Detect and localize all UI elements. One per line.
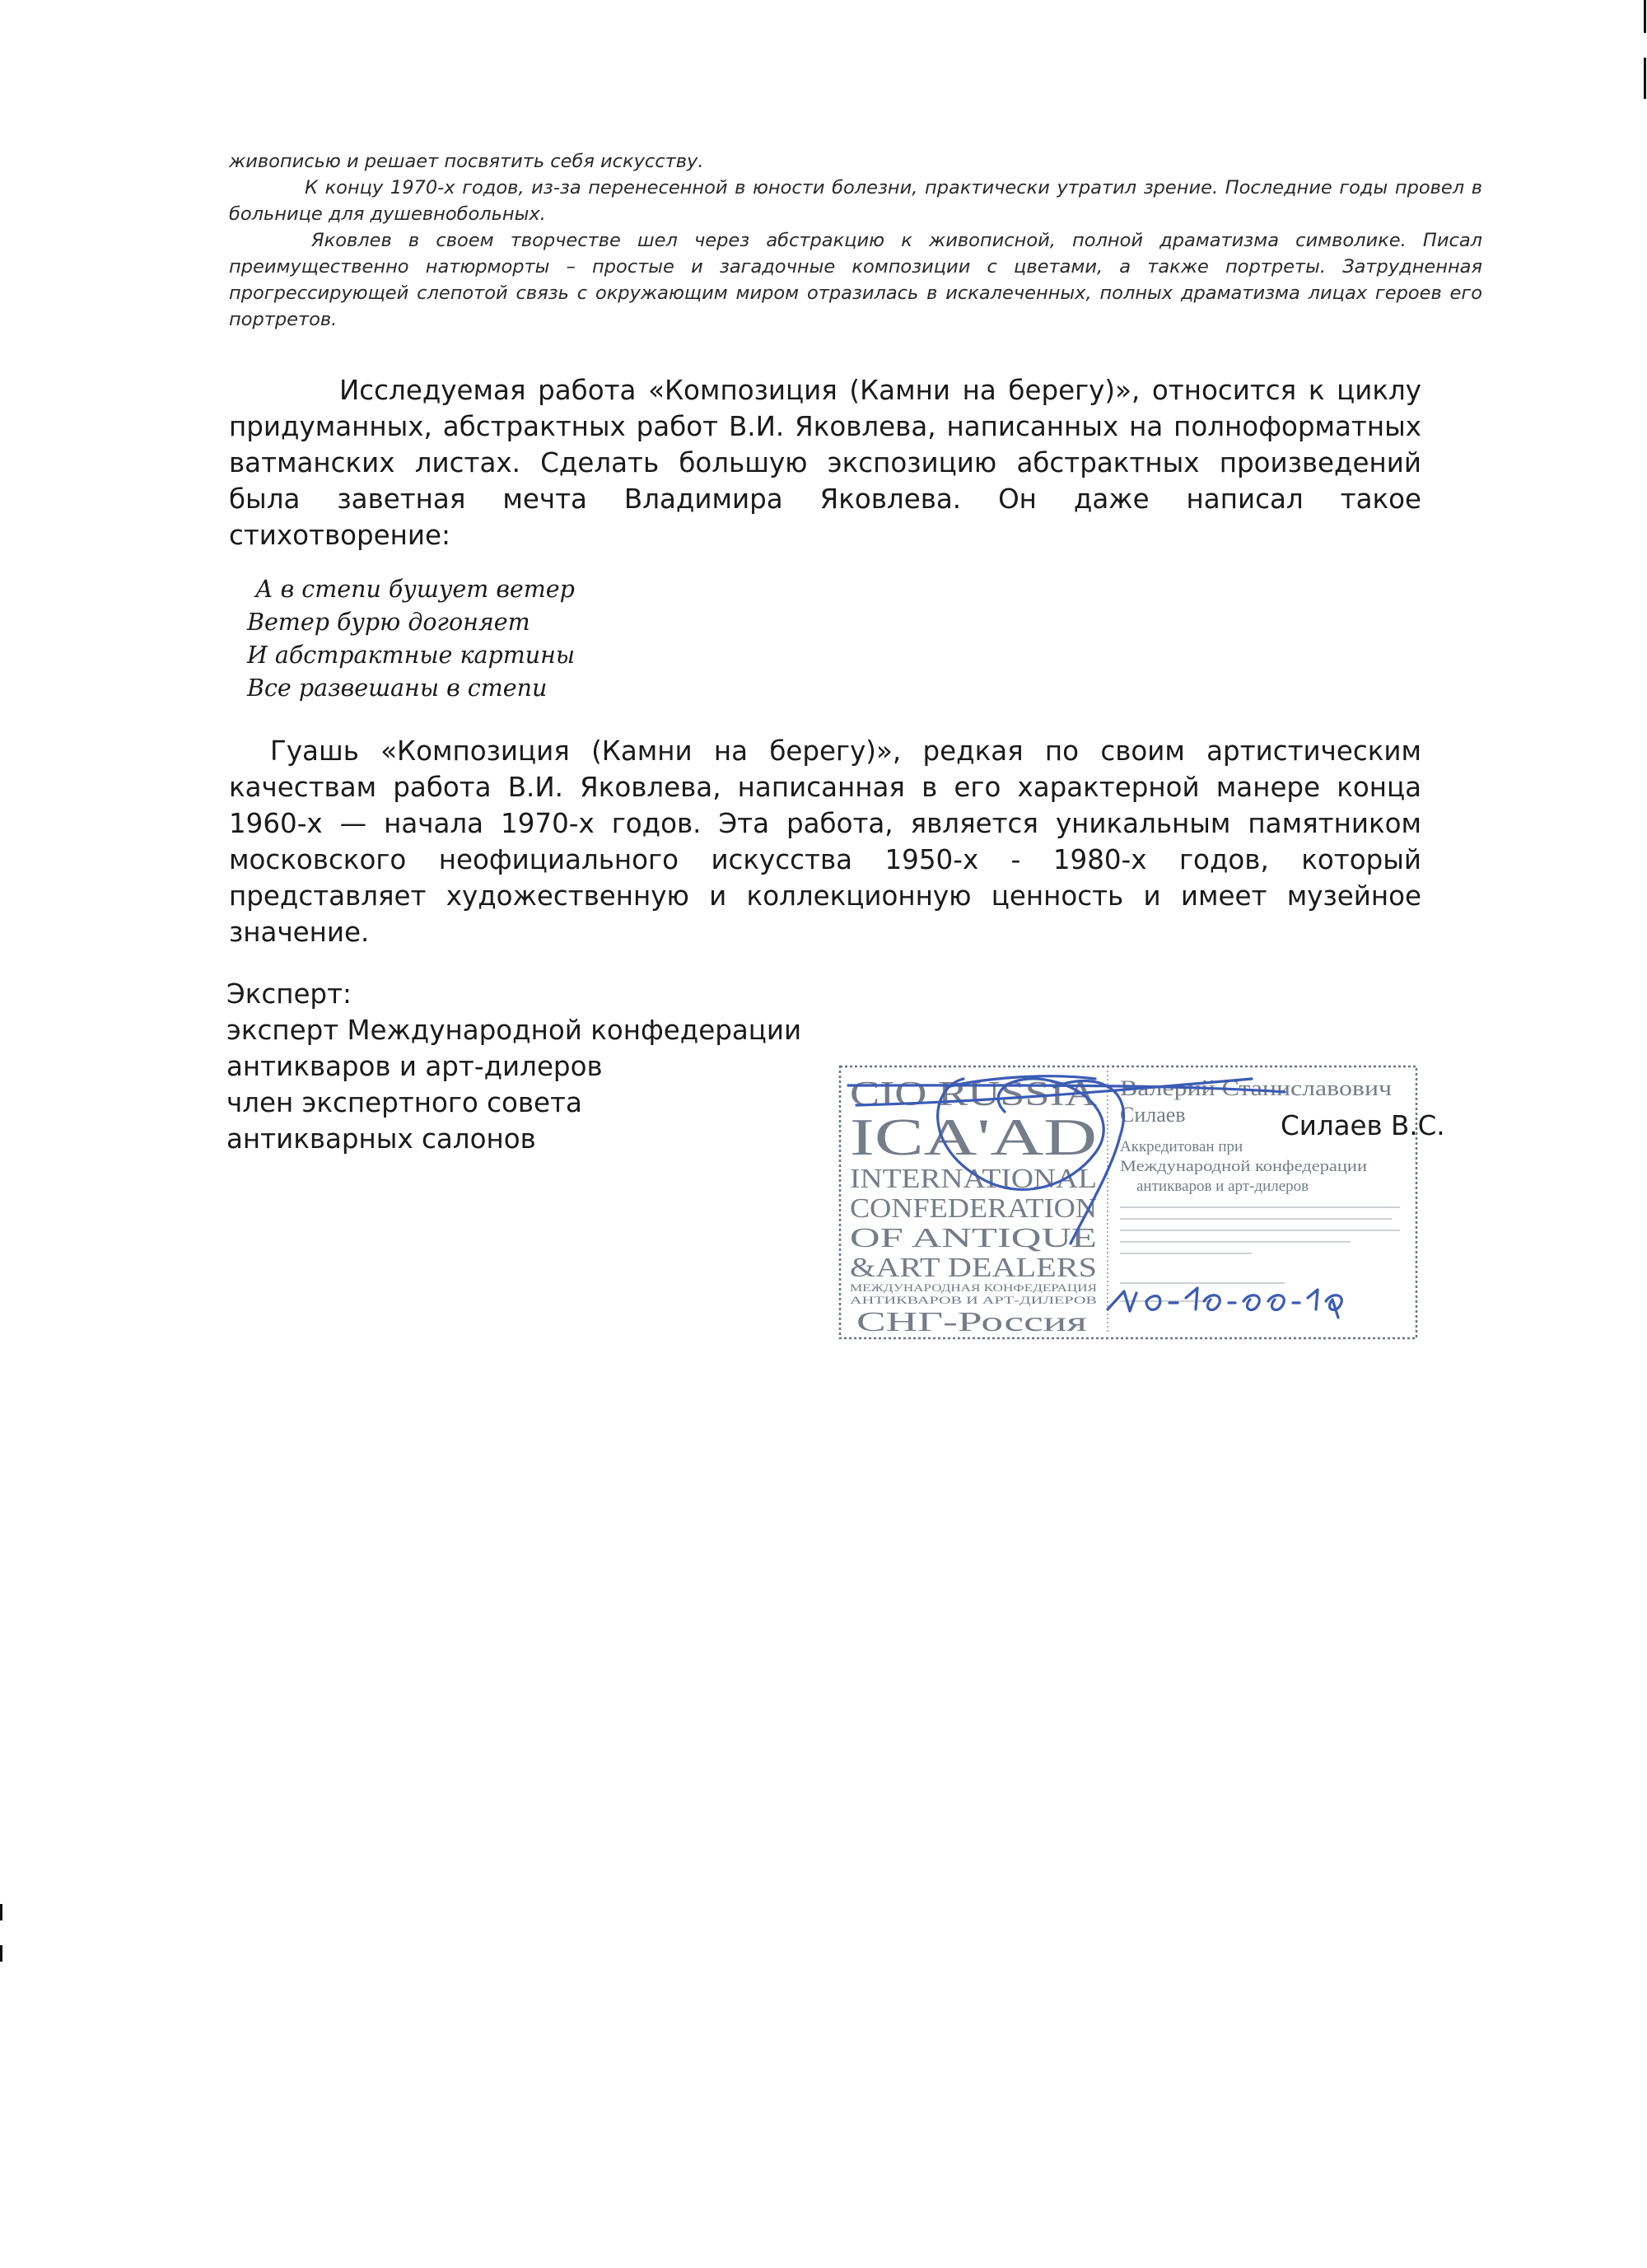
stamp-right-line: антикваров и арт-дилеров [1136,1178,1309,1195]
expert-stamp [824,1054,1433,1351]
poem-line: Все развешаны в степи [247,674,548,702]
study-paragraph [229,372,1421,553]
stamp-left-line: &ART DEALERS [850,1253,1097,1283]
scan-mark-top-right-2 [1644,58,1646,99]
expert-heading: Эксперт: [226,978,352,1010]
biography-section [229,148,1482,333]
expert-block [226,976,801,1157]
expert-role: эксперт Международной конфедерации [226,1015,802,1046]
biography-illness-paragraph: К концу 1970-х годов, из-за перенесенной в юности болезни, практически утратил зрение. Последние годы провел в больнице для душевнобольных. [229,177,1482,225]
expert-role: антикварных салонов [226,1123,536,1155]
stamp-left-line: OF ANTIQUE [850,1223,1097,1253]
poem-line: А в степи бушует ветер [255,576,575,603]
poem [247,573,575,705]
stamp-left-line: CONFEDERATION [850,1193,1097,1224]
study-paragraph-text: Исследуемая работа «Композиция (Камни на берегу)», относится к циклу придуманных, абстрактных работ В.И. Яковлева, написанных на полноформатных ватманских листах. Сделать большую экспозицию абстрактных произведений была заветная мечта Владимира Яковлева. Он даже написал такое стихотворение: [229,375,1421,551]
biography-style-paragraph: Яковлев в своем творчестве шел через абстракцию к живописной, полной драматизма символике. Писал преимущественно натюрморты – простые и загадочные композиции с цветами, а также портреты. Затрудненная прогрессирующей слепотой связь с окружающим миром отразилась в искалеченных, полных драматизма лицах героев его портретов. [229,230,1482,330]
stamp-right-line: Силаев [1120,1103,1186,1127]
expert-name: Силаев В.С. [1281,1110,1445,1141]
stamp-left-line: СНГ-Россия [856,1307,1088,1337]
stamp-left-line: CIO RUSSIA [850,1076,1098,1113]
scan-mark-top-right [1644,0,1646,33]
conclusion-paragraph-text: Гуашь «Композиция (Камни на берегу)», редкая по своим артистическим качествам работа В.И. Яковлева, написанная в его характерной манере конца 1960-х — начала 1970-х годов. Эта работа, является уникальным памятником московского неофициального искусства 1950-х - 1980-х годов, который представляет художественную и коллекционную ценность и имеет музейное значение. [229,735,1421,948]
poem-line: Ветер бурю догоняет [247,609,530,636]
stamp-left-line: INTERNATIONAL [850,1164,1097,1194]
stamp-left-line: ICA'AD [850,1108,1097,1166]
scan-mark-left-1 [0,1904,2,1920]
stamp-left-line: АНТИКВАРОВ И АРТ-ДИЛЕРОВ [850,1294,1098,1306]
stamp-small-print [1120,1207,1400,1301]
stamp-left-line: МЕЖДУНАРОДНАЯ КОНФЕДЕРАЦИЯ [850,1281,1098,1294]
stamp-right-line: Валерий Станиславович [1120,1076,1392,1100]
stamp-right-line: Международной конфедерации [1120,1158,1367,1175]
expert-role: член экспертного совета [226,1087,582,1118]
expert-role: антикваров и арт-дилеров [226,1051,603,1082]
poem-line: И абстрактные картины [247,642,576,669]
scan-mark-left-2 [0,1945,2,1962]
biography-intro-line: живописью и решает посвятить себя искусству. [229,151,704,172]
stamp-right-line: Аккредитован при [1120,1138,1243,1155]
conclusion-paragraph [229,733,1421,950]
